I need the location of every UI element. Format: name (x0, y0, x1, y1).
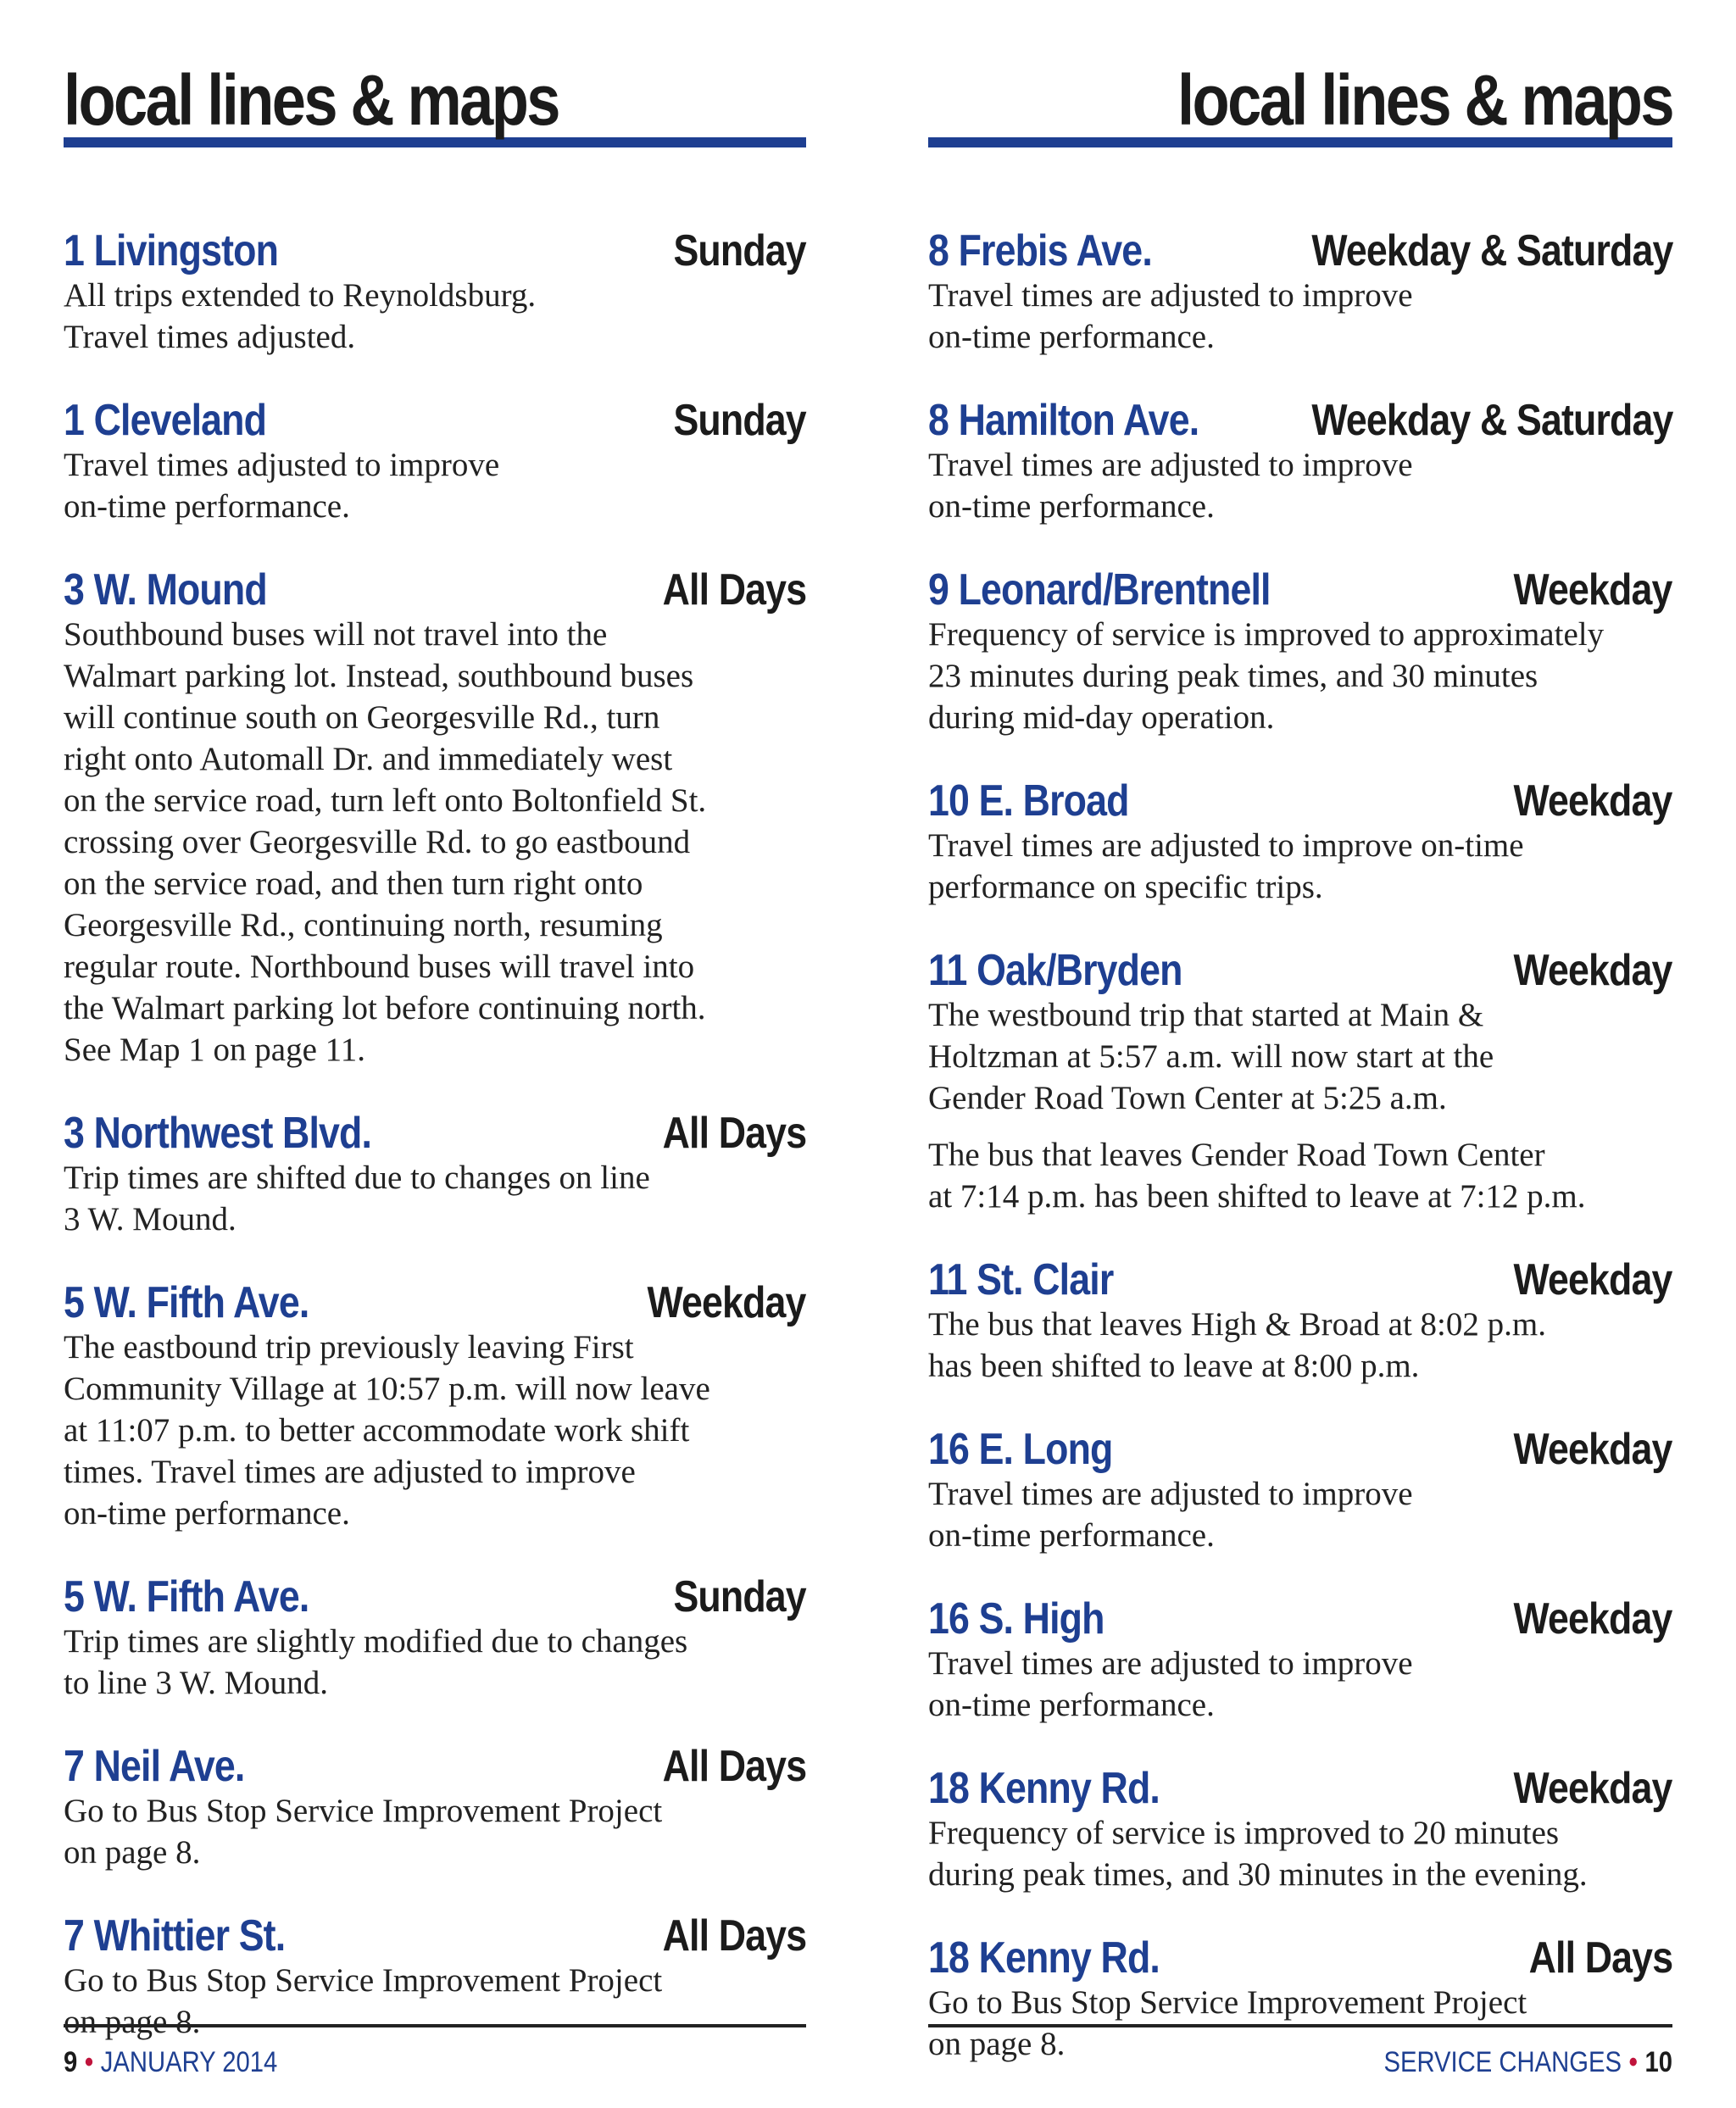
route-description: The westbound trip that started at Main & Holtzman at 5:57 a.m. will now start at the Gender Road Town Center at 5:25 a.m. (928, 997, 1494, 1116)
route-description: Go to Bus Stop Service Improvement Project on page 8. (64, 1793, 663, 1871)
route-heading (64, 1108, 806, 1157)
route-entry (928, 776, 1672, 908)
route-name: 7 Whittier St. (64, 1911, 286, 1961)
service-days: Weekday (647, 1278, 806, 1327)
route-name: 16 E. Long (928, 1425, 1113, 1474)
route-description: Travel times are adjusted to improve on-time performance. (928, 277, 1413, 355)
route-entry (928, 1594, 1672, 1726)
route-name: 9 Leonard/Brentnell (928, 565, 1271, 615)
route-description: Frequency of service is improved to approximately 23 minutes during peak times, and 30 minutes during mid-day operation. (928, 616, 1605, 736)
service-days: All Days (1528, 1933, 1672, 1983)
footer-label: SERVICE CHANGES (1383, 2046, 1622, 2078)
route-description: Travel times are adjusted to improve on-time performance. (928, 447, 1413, 525)
route-name: 10 E. Broad (928, 776, 1129, 826)
route-entry (64, 565, 806, 1071)
route-name: 18 Kenny Rd. (928, 1764, 1160, 1813)
route-heading (928, 1424, 1672, 1473)
page-footer (64, 2024, 806, 2079)
route-name: 5 W. Fifth Ave. (64, 1572, 309, 1621)
route-description: The bus that leaves High & Broad at 8:02 p.m. has been shifted to leave at 8:00 p.m. (928, 1306, 1546, 1384)
service-days: All Days (662, 1742, 806, 1791)
service-days: Weekday (1513, 946, 1672, 995)
route-name: 1 Cleveland (64, 396, 267, 445)
route-description: The eastbound trip previously leaving First Community Village at 10:57 p.m. will now leave at 11:07 p.m. to better accommodate work shift times. Travel times are adjusted to improve on-time performance. (64, 1329, 710, 1532)
route-entry (928, 1254, 1672, 1387)
section-title: local lines & maps (64, 60, 559, 140)
page-number: 9 (64, 2046, 78, 2078)
route-name: 1 Livingston (64, 226, 279, 275)
route-entry (928, 1763, 1672, 1895)
service-days: Weekday (1513, 1255, 1672, 1304)
footer-bullet: • (84, 2046, 94, 2078)
route-description: Travel times are adjusted to improve on-time performance on specific trips. (928, 827, 1524, 905)
service-days: Weekday (1513, 776, 1672, 826)
route-heading (64, 1741, 806, 1790)
route-list (928, 225, 1672, 2065)
route-heading (64, 225, 806, 275)
route-entry (928, 565, 1672, 738)
route-entry (64, 1277, 806, 1534)
route-entry (928, 1424, 1672, 1556)
section-title: local lines & maps (1177, 60, 1672, 140)
route-description: Trip times are shifted due to changes on line 3 W. Mound. (64, 1160, 650, 1238)
route-heading (928, 1933, 1672, 1982)
route-entry (64, 1108, 806, 1240)
service-days: Weekday (1513, 565, 1672, 615)
route-entry (64, 1571, 806, 1704)
route-heading (928, 225, 1672, 275)
route-name: 7 Neil Ave. (64, 1742, 245, 1791)
service-days: All Days (662, 1109, 806, 1158)
route-entry (64, 225, 806, 358)
route-name: 11 St. Clair (928, 1255, 1114, 1304)
service-days: Sunday (673, 1572, 806, 1621)
route-name: 8 Frebis Ave. (928, 226, 1152, 275)
footer-label: JANUARY 2014 (100, 2046, 278, 2078)
route-name: 11 Oak/Bryden (928, 946, 1182, 995)
footer-text (1032, 2046, 1672, 2079)
route-name: 3 W. Mound (64, 565, 267, 615)
service-days: All Days (662, 565, 806, 615)
route-description: Frequency of service is improved to 20 minutes during peak times, and 30 minutes in the evening. (928, 1815, 1588, 1893)
service-days: All Days (662, 1911, 806, 1961)
route-entry (928, 395, 1672, 527)
route-name: 8 Hamilton Ave. (928, 396, 1199, 445)
route-heading (928, 395, 1672, 444)
route-heading (928, 776, 1672, 825)
route-description: All trips extended to Reynoldsburg. Travel times adjusted. (64, 277, 537, 355)
service-days: Sunday (673, 396, 806, 445)
route-entry (64, 1911, 806, 2043)
route-heading (64, 395, 806, 444)
right-page (868, 0, 1736, 2108)
page-footer (928, 2024, 1672, 2079)
route-list (64, 225, 806, 2043)
page-number: 10 (1644, 2046, 1672, 2078)
route-description: Travel times are adjusted to improve on-time performance. (928, 1645, 1413, 1723)
service-days: Weekday (1513, 1764, 1672, 1813)
service-days: Weekday & Saturday (1310, 396, 1672, 445)
route-heading (64, 1911, 806, 1960)
route-entry (928, 225, 1672, 358)
footer-bullet: • (1628, 2046, 1638, 2078)
section-header (928, 49, 1672, 147)
footer-text (64, 2046, 702, 2079)
service-days: Weekday (1513, 1425, 1672, 1474)
route-entry (928, 945, 1672, 1217)
route-heading (928, 1594, 1672, 1643)
route-description: Go to Bus Stop Service Improvement Project on page 8. (64, 1962, 663, 2040)
service-days: Sunday (673, 226, 806, 275)
route-entry (64, 1741, 806, 1873)
service-days: Weekday (1513, 1594, 1672, 1644)
route-description: Trip times are slightly modified due to changes to line 3 W. Mound. (64, 1623, 688, 1701)
service-days: Weekday & Saturday (1310, 226, 1672, 275)
route-heading (928, 945, 1672, 994)
route-description: Southbound buses will not travel into the Walmart parking lot. Instead, southbound buses will continue south on Georgesville Rd., turn right onto Automall Dr. and immediately west on the service road, turn left onto Boltonfield St. crossing over Georgesville Rd. to go eastbound on the service road, and then turn right onto Georgesville Rd., continuing north, resuming regular route. Northbound buses will travel into the Walmart parking lot before continuing north. See Map 1 on page 11. (64, 616, 707, 1068)
route-entry (64, 395, 806, 527)
route-name: 5 W. Fifth Ave. (64, 1278, 309, 1327)
route-heading (928, 565, 1672, 614)
route-heading (64, 565, 806, 614)
route-heading (64, 1571, 806, 1621)
route-heading (64, 1277, 806, 1327)
route-description: Travel times adjusted to improve on-time performance. (64, 447, 500, 525)
route-heading (928, 1254, 1672, 1304)
section-header (64, 49, 806, 147)
route-description: The bus that leaves Gender Road Town Center at 7:14 p.m. has been shifted to leave at 7:12 p.m. (928, 1137, 1586, 1215)
route-name: 16 S. High (928, 1594, 1104, 1644)
route-name: 3 Northwest Blvd. (64, 1109, 372, 1158)
route-description: Travel times are adjusted to improve on-time performance. (928, 1476, 1413, 1554)
route-description: Go to Bus Stop Service Improvement Project on page 8. (928, 1984, 1527, 2062)
route-name: 18 Kenny Rd. (928, 1933, 1160, 1983)
route-heading (928, 1763, 1672, 1812)
